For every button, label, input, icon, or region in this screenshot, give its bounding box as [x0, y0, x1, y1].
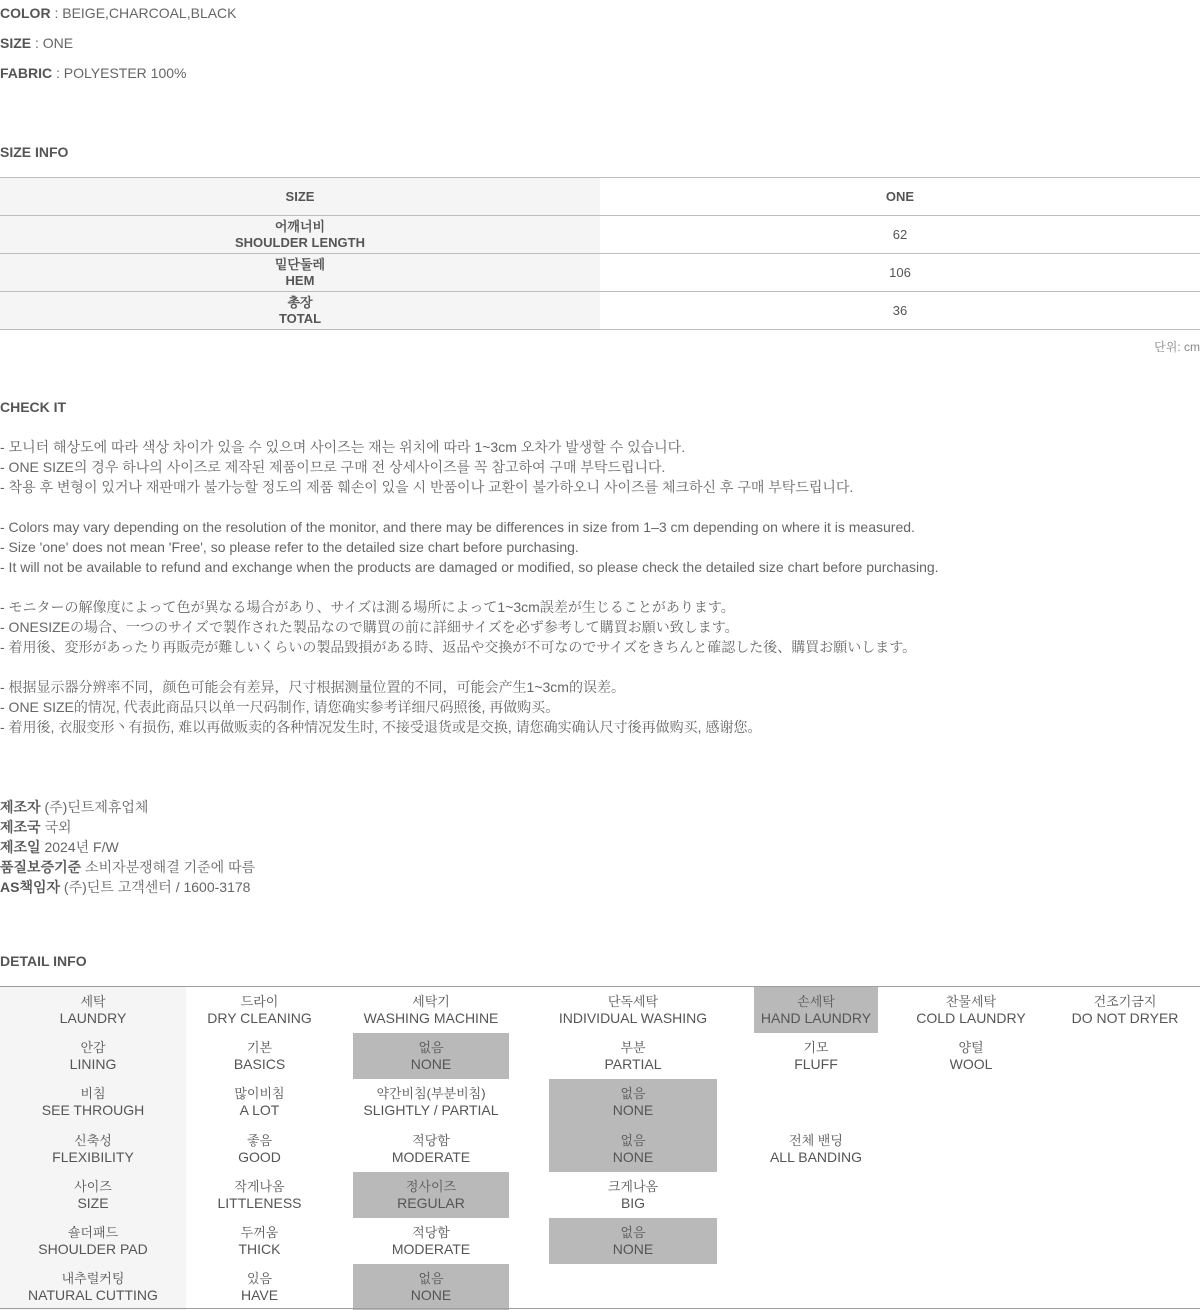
detail-ko: 있음: [246, 1271, 273, 1287]
spec-key: FABRIC: [0, 65, 53, 81]
detail-ko: 없음: [418, 1271, 444, 1287]
size-label-ko: 어깨너비: [274, 218, 326, 234]
size-header-label: SIZE: [0, 178, 600, 215]
check-line: - 着用後, 衣服变形丶有损伤, 难以再做贩卖的各种情况发生时, 不接受退货或是交换, 请您确实确认尺寸後再做购买, 感谢您。: [0, 719, 762, 735]
check-line: - Colors may vary depending on the resolution of the monitor, and there may be differences in size from 1–3 cm depending on where it is measured.: [0, 519, 915, 535]
maker-key: 제조자: [0, 799, 41, 815]
check-line: - 根据显示器分辨率不同，颜色可能会有差异，尺寸根据测量位置的不同，可能会产生1~3cm的误差。: [0, 679, 625, 695]
detail-ko: 손세탁: [797, 994, 835, 1010]
detail-ko: 작게나옴: [234, 1178, 285, 1194]
detail-ko: 내추럴커팅: [61, 1271, 125, 1287]
detail-ko: 크게나옴: [607, 1178, 659, 1194]
check-it-title: CHECK IT: [0, 399, 67, 415]
detail-ko: 없음: [620, 1132, 646, 1148]
detail-option: [186, 1033, 333, 1079]
detail-option: [186, 987, 333, 1033]
size-row-label: [0, 292, 600, 329]
detail-en: SEE THROUGH: [41, 1102, 145, 1119]
detail-ko: 찬물세탁: [945, 994, 997, 1010]
detail-option: [353, 1079, 509, 1125]
spec-value: POLYESTER 100%: [63, 65, 187, 81]
spec-size: [0, 33, 73, 53]
detail-ko: 비침: [80, 1086, 106, 1102]
detail-option: [186, 1264, 333, 1310]
detail-ko: 없음: [620, 1086, 646, 1102]
detail-en: NONE: [612, 1148, 654, 1165]
detail-ko: 세탁기: [412, 994, 450, 1010]
detail-ko: 없음: [620, 1225, 646, 1241]
size-label-ko: 밑단둘레: [274, 256, 326, 272]
detail-ko: 사이즈: [74, 1178, 112, 1194]
check-line: - It will not be available to refund and exchange when the products are damaged or modified, so please check the detailed size chart before purchasing.: [0, 559, 939, 575]
detail-ko: 전체 밴딩: [789, 1132, 843, 1148]
detail-option: [186, 1172, 333, 1218]
detail-option: [754, 1033, 878, 1079]
detail-en: LITTLENESS: [217, 1194, 302, 1211]
size-row-label: [0, 254, 600, 291]
detail-option: [353, 1126, 509, 1172]
detail-option-selected: [549, 1079, 717, 1125]
detail-option: [890, 1033, 1052, 1079]
size-row-value: 106: [889, 265, 911, 280]
detail-en: NONE: [612, 1102, 654, 1119]
detail-en: LINING: [69, 1056, 117, 1073]
detail-ko: 양털: [958, 1040, 984, 1056]
maker-key: AS책임자: [0, 879, 61, 895]
detail-ko: 약간비침(부분비침): [376, 1086, 486, 1102]
detail-option: [186, 1218, 333, 1264]
detail-ko: 단독세탁: [607, 994, 659, 1010]
detail-en: THICK: [238, 1241, 281, 1258]
detail-en: DO NOT DRYER: [1071, 1010, 1179, 1027]
detail-en: DRY CLEANING: [207, 1010, 312, 1027]
detail-ko: 안감: [80, 1040, 106, 1056]
size-label-en: SHOULDER LENGTH: [235, 234, 365, 250]
detail-ko: 적당함: [412, 1225, 450, 1241]
detail-row-label: [0, 1033, 186, 1079]
detail-en: SHOULDER PAD: [38, 1241, 148, 1258]
size-label-en: TOTAL: [278, 310, 322, 326]
maker-value: 국외: [44, 819, 72, 835]
detail-option: [890, 987, 1052, 1033]
maker-line: [0, 837, 119, 857]
size-label-en: HEM: [285, 272, 315, 288]
detail-info-title: DETAIL INFO: [0, 953, 87, 969]
maker-line: [0, 857, 255, 877]
size-label-ko: 총장: [287, 294, 313, 310]
detail-row-label: [0, 1264, 186, 1310]
detail-ko: 없음: [418, 1040, 444, 1056]
spec-key: SIZE: [0, 35, 32, 51]
detail-option-selected: [549, 1218, 717, 1264]
detail-en: NATURAL CUTTING: [28, 1287, 158, 1304]
maker-line: [0, 817, 72, 837]
detail-en: HAVE: [240, 1287, 279, 1304]
detail-en: BIG: [620, 1194, 646, 1211]
detail-option: [1050, 987, 1200, 1033]
size-row: [0, 291, 1200, 330]
maker-value: 소비자분쟁해결 기준에 따름: [85, 859, 256, 875]
detail-option-selected: [754, 987, 878, 1033]
size-row-label: [0, 216, 600, 253]
check-line: - ONESIZEの場合、一つのサイズで製作された製品なので購買の前に詳細サイズを必ず参考して購買お願い致します。: [0, 619, 739, 635]
spec-sep: :: [52, 65, 64, 81]
spec-sep: :: [31, 35, 43, 51]
detail-en: FLEXIBILITY: [52, 1148, 134, 1165]
detail-option: [186, 1126, 333, 1172]
size-header-value: ONE: [885, 189, 915, 204]
check-line: - Size 'one' does not mean 'Free', so please refer to the detailed size chart before purchasing.: [0, 539, 579, 555]
check-line: - 着用後、変形があったり再販売が難しいくらいの製品毀損がある時、返品や交換が不可なのでサイズをきちんと確認した後、購買お願いします。: [0, 639, 917, 655]
detail-ko: 정사이즈: [405, 1178, 457, 1194]
detail-ko: 드라이: [240, 994, 279, 1010]
detail-en: REGULAR: [397, 1194, 465, 1211]
detail-en: PARTIAL: [604, 1056, 662, 1073]
detail-row-label: [0, 1172, 186, 1218]
maker-value: (주)딘트제휴업체: [44, 799, 149, 815]
detail-en: LAUNDRY: [59, 1010, 127, 1027]
check-line: - ONE SIZE的情况, 代表此商品只以单一尺码制作, 请您确实参考详细尺码照後, 再做购买。: [0, 699, 560, 715]
spec-key: COLOR: [0, 5, 51, 21]
size-table: [0, 177, 1200, 330]
detail-option-selected: [353, 1264, 509, 1310]
check-line: - ONE SIZE의 경우 하나의 사이즈로 제작된 제품이므로 구매 전 상세사이즈를 꼭 참고하여 구매 부탁드립니다.: [0, 459, 666, 475]
detail-option: [353, 1218, 509, 1264]
maker-key: 제조국: [0, 819, 41, 835]
detail-en: FLUFF: [794, 1056, 838, 1073]
detail-option: [549, 987, 717, 1033]
detail-en: WASHING MACHINE: [363, 1010, 499, 1027]
check-line: - モニターの解像度によって色が異なる場合があり、サイズは測る場所によって1~3cm誤差が生じることがあります。: [0, 599, 735, 615]
spec-value: ONE: [42, 35, 74, 51]
detail-en: BASICS: [233, 1056, 286, 1073]
detail-bottom-rule: [0, 1308, 1200, 1309]
detail-en: ALL BANDING: [769, 1148, 863, 1165]
size-row-value: 36: [892, 303, 908, 318]
detail-option: [549, 1033, 717, 1079]
maker-value: 2024년 F/W: [44, 839, 119, 855]
maker-key: 품질보증기준: [0, 859, 82, 875]
spec-color: [0, 3, 237, 23]
detail-ko: 숄더패드: [67, 1225, 119, 1241]
maker-line: [0, 797, 148, 817]
detail-ko: 많이비침: [234, 1086, 285, 1102]
detail-row-label: [0, 987, 186, 1033]
detail-en: MODERATE: [391, 1241, 471, 1258]
detail-en: SLIGHTLY / PARTIAL: [363, 1102, 499, 1119]
detail-row-label: [0, 1079, 186, 1125]
detail-ko: 신축성: [74, 1132, 112, 1148]
detail-row-label: [0, 1126, 186, 1172]
check-line: - 착용 후 변형이 있거나 재판매가 불가능할 정도의 제품 훼손이 있을 시 반품이나 교환이 불가하오니 사이즈를 체크하신 후 구매 부탁드립니다.: [0, 479, 854, 495]
maker-key: 제조일: [0, 839, 41, 855]
detail-en: A LOT: [239, 1102, 280, 1119]
spec-value: BEIGE,CHARCOAL,BLACK: [62, 5, 237, 21]
detail-ko: 좋음: [246, 1132, 273, 1148]
detail-en: NONE: [410, 1056, 452, 1073]
detail-option: [186, 1079, 333, 1125]
detail-row-label: [0, 1218, 186, 1264]
detail-option: [353, 987, 509, 1033]
size-row-value: 62: [892, 227, 908, 242]
detail-en: SIZE: [77, 1194, 109, 1211]
detail-option-selected: [549, 1126, 717, 1172]
detail-ko: 기모: [803, 1040, 829, 1056]
detail-ko: 부분: [620, 1040, 646, 1056]
detail-option-selected: [353, 1033, 509, 1079]
maker-line: [0, 877, 250, 897]
size-table-header: [0, 177, 1200, 215]
maker-value: (주)딘트 고객센터 / 1600-3178: [63, 879, 251, 895]
unit-note: 단위: cm: [1154, 340, 1200, 354]
detail-en: INDIVIDUAL WASHING: [558, 1010, 708, 1027]
detail-ko: 세탁: [80, 994, 106, 1010]
detail-en: HAND LAUNDRY: [760, 1010, 872, 1027]
detail-option: [549, 1172, 717, 1218]
spec-fabric: [0, 63, 186, 83]
detail-en: GOOD: [238, 1148, 281, 1165]
size-info-title: SIZE INFO: [0, 144, 69, 160]
detail-option: [754, 1126, 878, 1172]
detail-ko: 기본: [246, 1040, 273, 1056]
detail-en: MODERATE: [391, 1148, 471, 1165]
detail-en: WOOL: [949, 1056, 993, 1073]
check-line: - 모니터 해상도에 따라 색상 차이가 있을 수 있으며 사이즈는 재는 위치에 따라 1~3cm 오차가 발생할 수 있습니다.: [0, 439, 686, 455]
detail-option-selected: [353, 1172, 509, 1218]
detail-en: COLD LAUNDRY: [916, 1010, 1026, 1027]
detail-ko: 두꺼움: [240, 1225, 279, 1241]
spec-sep: :: [50, 5, 63, 21]
detail-ko: 건조기금지: [1093, 994, 1157, 1010]
size-row: [0, 215, 1200, 253]
detail-ko: 적당함: [412, 1132, 450, 1148]
size-row: [0, 253, 1200, 291]
detail-en: NONE: [612, 1241, 654, 1258]
detail-en: NONE: [410, 1287, 452, 1304]
